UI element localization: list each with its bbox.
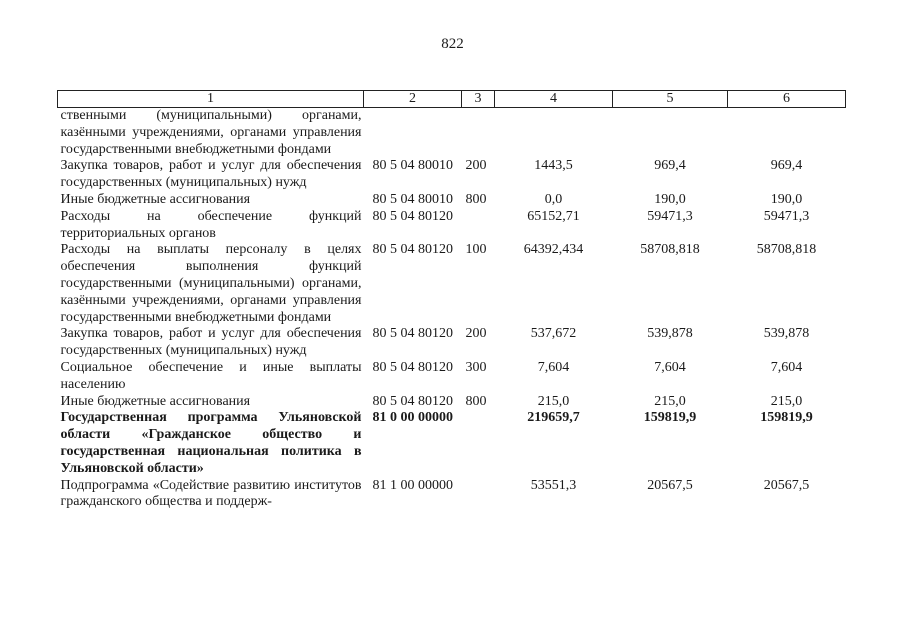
row-value-col4: 65152,71	[527, 208, 580, 224]
table-row	[58, 192, 846, 209]
budget-table	[57, 90, 846, 511]
row-value-col4: 64392,434	[523, 242, 584, 258]
row-description: Расходы на выплаты персоналу в целях обеспечения выполнения функций государственными (муниципальными) органами, казёнными учреждениями, органами управления государственными внебюджетными фондами	[60, 242, 362, 325]
row-expense-group	[462, 410, 495, 477]
row-value-col5: 20567,5	[647, 477, 693, 493]
row-value-col4: 219659,7	[527, 410, 580, 426]
row-value-col5: 58708,818	[640, 242, 700, 258]
row-value-col4	[495, 108, 613, 159]
row-value-col6: 215,0	[770, 393, 803, 409]
header-row	[58, 91, 846, 108]
row-description: Иные бюджетные ассигнования	[60, 393, 251, 409]
row-value-col6: 969,4	[770, 158, 803, 174]
row-value-col5: 969,4	[654, 158, 686, 174]
row-value-col5: 190,0	[654, 191, 686, 207]
row-value-col5: 159819,9	[643, 410, 697, 426]
row-code: 80 5 04 80120	[372, 208, 453, 224]
row-value-col4: 537,672	[530, 326, 577, 342]
row-expense-group: 200	[465, 158, 487, 174]
row-code: 81 1 00 00000	[372, 477, 453, 493]
row-value-col6: 59471,3	[763, 208, 810, 224]
row-code: 80 5 04 80120	[372, 242, 453, 258]
row-value-col6: 159819,9	[760, 410, 813, 426]
row-description: Закупка товаров, работ и услуг для обеспечения государственных (муниципальных) нужд	[60, 326, 362, 359]
row-expense-group	[462, 478, 495, 512]
column-header-6: 6	[728, 91, 846, 108]
table-row	[58, 360, 846, 394]
row-value-col6	[728, 108, 846, 159]
table-row	[58, 108, 846, 159]
table-row	[58, 394, 846, 411]
row-expense-group: 800	[465, 191, 487, 207]
table-row	[58, 478, 846, 512]
row-value-col6: 7,604	[770, 359, 803, 375]
row-expense-group: 100	[465, 242, 487, 258]
table-body	[58, 108, 846, 512]
row-code: 80 5 04 80120	[372, 359, 453, 375]
table-row	[58, 242, 846, 326]
row-code: 80 5 04 80120	[372, 393, 453, 409]
row-code: 80 5 04 80010	[372, 191, 453, 207]
row-value-col4: 215,0	[537, 393, 570, 409]
row-value-col6: 190,0	[770, 191, 803, 207]
row-value-col5: 215,0	[654, 393, 686, 409]
row-description: Закупка товаров, работ и услуг для обеспечения государственных (муниципальных) нужд	[60, 158, 362, 191]
table-row	[58, 158, 846, 192]
row-expense-group	[462, 209, 495, 243]
row-code: 80 5 04 80120	[372, 326, 453, 342]
column-header-4: 4	[495, 91, 613, 108]
row-code: 81 0 00 00000	[372, 410, 453, 426]
row-value-col6: 539,878	[763, 326, 810, 342]
row-description: Подпрограмма «Содействие развитию институтов гражданского общества и поддерж-	[60, 477, 362, 510]
row-code: 80 5 04 80010	[372, 158, 453, 174]
column-header-1: 1	[58, 91, 364, 108]
row-value-col5: 539,878	[647, 326, 693, 342]
column-header-3: 3	[462, 91, 495, 108]
table-row	[58, 209, 846, 243]
row-description: Расходы на обеспечение функций территориальных органов	[60, 208, 362, 241]
row-value-col6: 20567,5	[763, 477, 810, 493]
row-description: Социальное обеспечение и иные выплаты населению	[60, 359, 362, 392]
row-description: Иные бюджетные ассигнования	[60, 191, 251, 207]
row-value-col6: 58708,818	[756, 242, 817, 258]
row-value-col4: 53551,3	[530, 477, 577, 493]
table-row	[58, 326, 846, 360]
row-value-col4: 7,604	[537, 359, 570, 375]
table-row	[58, 410, 846, 477]
row-value-col4: 0,0	[544, 191, 563, 207]
column-header-2: 2	[364, 91, 462, 108]
row-value-col4: 1443,5	[534, 158, 573, 174]
row-value-col5: 59471,3	[647, 208, 693, 224]
row-value-col5	[613, 108, 728, 159]
row-expense-group	[462, 108, 495, 159]
row-description: Государственная программа Ульяновской области «Гражданское общество и государственная национальная политика в Ульяновской области»	[60, 410, 362, 476]
row-expense-group: 300	[465, 359, 487, 375]
row-code	[364, 108, 462, 159]
row-value-col5: 7,604	[654, 359, 686, 375]
row-description: ственными (муниципальными) органами, казёнными учреждениями, органами управления государственными внебюджетными фондами	[60, 108, 362, 157]
row-expense-group: 200	[465, 326, 487, 342]
page-number: 822	[441, 36, 464, 52]
row-expense-group: 800	[465, 393, 487, 409]
column-header-5: 5	[613, 91, 728, 108]
